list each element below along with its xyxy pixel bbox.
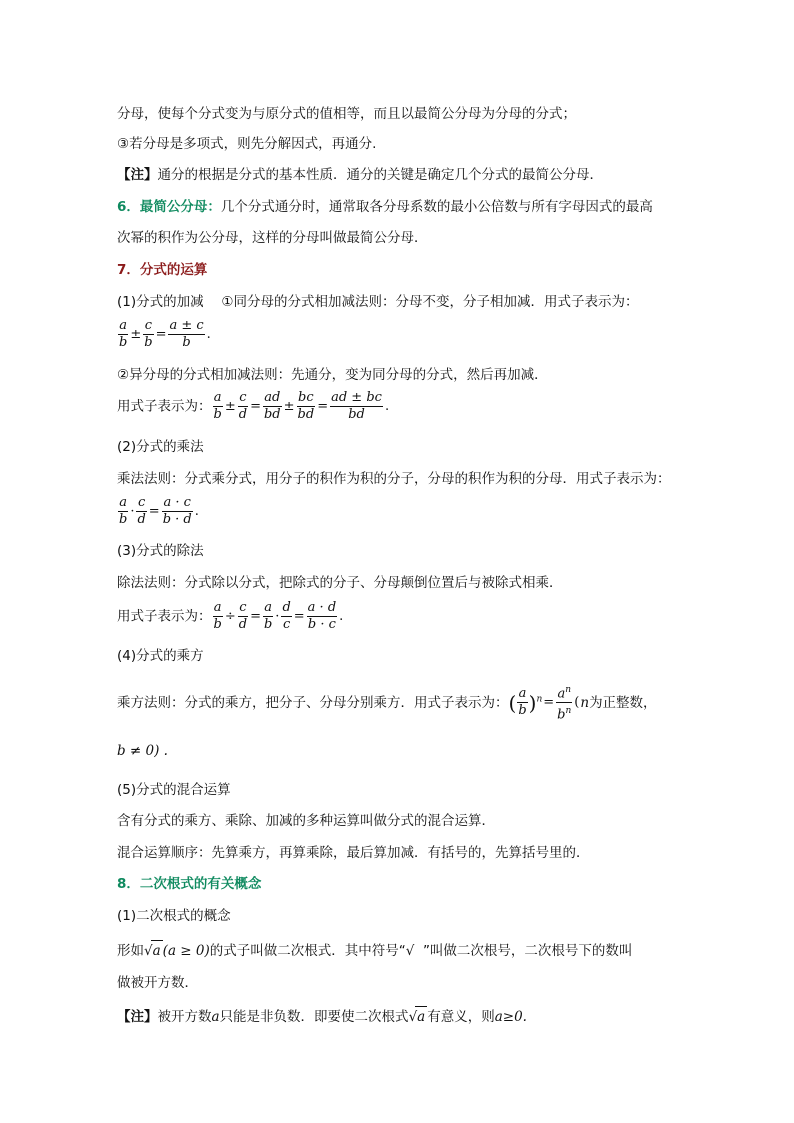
note-tag: 【注】: [117, 1009, 158, 1025]
text-fragment: 只能是非负数．即要使二次根式: [219, 1009, 409, 1025]
text-line: (1)二次根式的概念: [117, 908, 231, 924]
pow-cond: 为正整数，: [589, 694, 657, 711]
radical-sign-icon: √: [405, 943, 423, 959]
note-line: 【注】被开方数a只能是非负数．即要使二次根式√a 有意义，则a≥0.: [117, 1006, 527, 1027]
text-line: (1)分式的加减 ①同分母的分式相加减法则：分母不变，分子相加减．用式子表示为：: [117, 294, 639, 310]
pow-cond-line: b ≠ 0) .: [117, 743, 168, 759]
expr-label: 用式子表示为：: [117, 608, 212, 625]
sqrt-symbol-icon: √: [408, 1009, 418, 1025]
formula-divide: 用式子表示为： $\frac{a}{b}$ ÷ $\frac{c}{d}$ = $\frac{a}{b}$ · $\frac{d}{c}$ = $\frac{a \cdot d}{b \cdot c}$ .: [117, 600, 344, 632]
text-line: 除法法则：分式除以分式，把除式的分子、分母颠倒位置后与被除式相乘．: [117, 575, 563, 591]
text-line: (3)分式的除法: [117, 543, 204, 559]
text-line: 次幂的积作为公分母，这样的分母叫做最简公分母．: [117, 230, 428, 246]
text-line: (2)分式的乘法: [117, 439, 204, 455]
section-6-heading: 6．最简公分母：: [117, 199, 221, 215]
note-tag: 【注】: [117, 167, 158, 183]
sqrt-symbol-icon: √: [144, 943, 153, 959]
text-line: ③若分母是多项式，则先分解因式，再通分.: [117, 136, 377, 152]
text-line: 做被开方数．: [117, 975, 198, 991]
note-text: 通分的根据是分式的基本性质．通分的关键是确定几个分式的最简公分母．: [157, 167, 603, 183]
text-fragment: 的式子叫做二次根式．其中符号“: [209, 943, 406, 959]
formula-diff-denominator: 用式子表示为： $\frac{a}{b}$ ± $\frac{c}{d}$ = $\frac{ad}{bd}$ ± $\frac{bc}{bd}$ = $\frac{ad \pm bc}{bd}$ .: [117, 390, 390, 422]
text-fragment: 有意义，则: [427, 1009, 495, 1025]
formula-power: 乘方法则：分式的乘方，把分子、分母分别乘方．用式子表示为：( $\frac{a}{b}$ )$^n$= $\frac{a^n}{b^n}$ (n为正整数，: [117, 682, 657, 724]
text-line: (4)分式的乘方: [117, 648, 204, 664]
text-line: 乘法法则：分式乘分式，用分子的积作为积的分子，分母的积作为积的分母．用式子表示为：: [117, 471, 671, 487]
text-line: 分母，使每个分式变为与原分式的值相等，而且以最简公分母为分母的分式；: [117, 106, 576, 122]
expr-label: 用式子表示为：: [117, 398, 212, 415]
condition: a≥0.: [494, 1009, 527, 1025]
text-fragment: 被开方数: [157, 1009, 212, 1025]
math-var: a: [211, 1009, 220, 1025]
sqrt-condition: (a ≥ 0): [162, 943, 210, 959]
formula-same-denominator: $\frac{a}{b}$ ± $\frac{c}{b}$ = $\frac{a \pm c}{b}$ .: [119, 318, 211, 350]
section-8-heading: 8．二次根式的有关概念: [117, 876, 262, 892]
pow-rule-text: 乘方法则：分式的乘方，把分子、分母分别乘方．用式子表示为：: [117, 694, 509, 711]
note-line: [117, 165, 603, 185]
text-line: 含有分式的乘方、乘除、加减的多种运算叫做分式的混合运算．: [117, 813, 495, 829]
section-6-text: 几个分式通分时，通常取各分母系数的最小公倍数与所有字母因式的最高: [220, 199, 653, 215]
text-line: (5)分式的混合运算: [117, 782, 231, 798]
section-7-heading: 7．分式的运算: [117, 262, 208, 278]
text-fragment: ”叫做二次根号，二次根号下的数叫: [422, 943, 633, 959]
section-6-line: [117, 197, 653, 217]
text-fragment: 形如: [117, 943, 144, 959]
text-line: 混合运算顺序：先算乘方，再算乘除，最后算加减．有括号的，先算括号里的．: [117, 845, 590, 861]
sqrt-definition: 形如√a (a ≥ 0)的式子叫做二次根式．其中符号“√ ”叫做二次根号，二次根号下的数叫: [117, 940, 632, 961]
text-line: ②异分母的分式相加减法则：先通分，变为同分母的分式，然后再加减．: [117, 367, 548, 383]
formula-multiply: $\frac{a}{b}$ · $\frac{c}{d}$ = $\frac{a \cdot c}{b \cdot d}$ .: [119, 495, 199, 527]
